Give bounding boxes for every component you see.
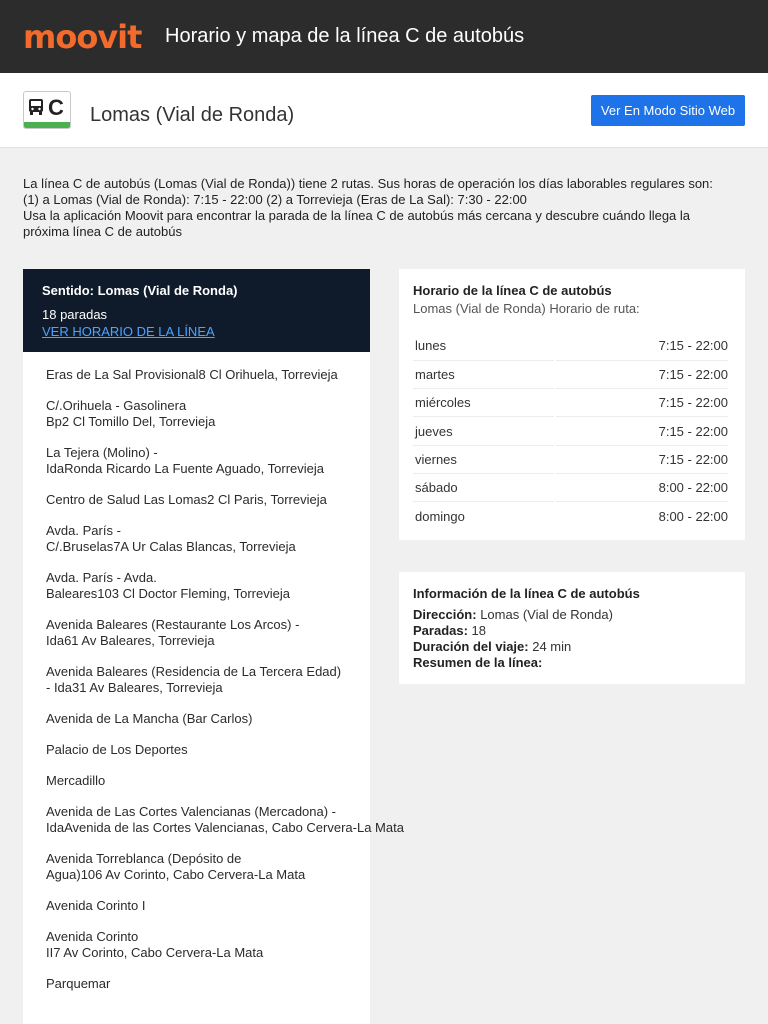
stop-item[interactable]: Avenida Torreblanca (Depósito de Agua)106 Av Corinto, Cabo Cervera-La Mata: [46, 851, 306, 882]
stop-item[interactable]: C/.Orihuela - Gasolinera Bp2 Cl Tomillo Del, Torrevieja: [46, 398, 216, 429]
schedule-day: miércoles: [413, 389, 554, 417]
schedule-row: [413, 332, 728, 360]
view-schedule-link[interactable]: VER HORARIO DE LA LÍNEA: [42, 324, 215, 339]
schedule-row: [413, 502, 728, 530]
intro-line: Usa la aplicación Moovit para encontrar la parada de la línea C de autobús más cercana y descubre cuándo llega la: [23, 208, 691, 223]
line-name: Lomas (Vial de Ronda): [90, 104, 295, 126]
stop-item[interactable]: Eras de La Sal Provisional8 Cl Orihuela, Torrevieja: [46, 367, 338, 382]
schedule-row: [413, 445, 728, 473]
bus-icon: [28, 98, 44, 116]
schedule-day: viernes: [413, 445, 554, 473]
stop-item[interactable]: Avenida Baleares (Residencia de La Tercera Edad) - Ida31 Av Baleares, Torrevieja: [46, 664, 342, 695]
route-direction: Sentido: Lomas (Vial de Ronda): [42, 283, 238, 298]
schedule-day: lunes: [413, 332, 554, 360]
stops-count: 18 paradas: [42, 307, 108, 322]
info-duration: Duración del viaje: 24 min: [413, 639, 572, 654]
schedule-time: 8:00 - 22:00: [556, 473, 728, 501]
stop-item[interactable]: Avda. París - Avda. Baleares103 Cl Doctor Fleming, Torrevieja: [46, 570, 290, 601]
schedule-time: 7:15 - 22:00: [556, 417, 728, 445]
top-header: [0, 0, 768, 73]
schedule-row: [413, 389, 728, 417]
schedule-title: Horario de la línea C de autobús: [413, 283, 612, 298]
schedule-table: [413, 332, 728, 530]
stop-item[interactable]: Parquemar: [46, 976, 111, 991]
line-badge: [23, 91, 71, 129]
info-title: Información de la línea C de autobús: [413, 586, 640, 601]
intro-text: [23, 176, 743, 240]
stop-list: [23, 352, 404, 992]
schedule-time: 7:15 - 22:00: [556, 360, 728, 388]
page-title: Horario y mapa de la línea C de autobús: [165, 25, 525, 47]
schedule-row: [413, 473, 728, 501]
info-direction: Dirección: Lomas (Vial de Ronda): [413, 607, 613, 622]
stop-item[interactable]: Centro de Salud Las Lomas2 Cl Paris, Torrevieja: [46, 492, 327, 507]
schedule-time: 7:15 - 22:00: [556, 445, 728, 473]
schedule-day: martes: [413, 360, 554, 388]
moovit-logo[interactable]: moovit: [23, 18, 142, 56]
info-stops: Paradas: 18: [413, 623, 487, 638]
website-mode-button[interactable]: Ver En Modo Sitio Web: [591, 95, 745, 126]
schedule-day: sábado: [413, 473, 554, 501]
stop-item[interactable]: Avenida Baleares (Restaurante Los Arcos) - Ida61 Av Baleares, Torrevieja: [46, 617, 300, 648]
intro-line: (1) a Lomas (Vial de Ronda): 7:15 - 22:00 (2) a Torrevieja (Eras de La Sal): 7:30 - 22:00: [23, 192, 527, 207]
schedule-day: domingo: [415, 508, 465, 524]
line-color-bar: [24, 122, 70, 128]
stop-item[interactable]: Avenida Corinto I: [46, 898, 146, 913]
route-panel: [23, 269, 404, 1024]
schedule-time: 7:15 - 22:00: [556, 389, 728, 417]
schedule-time: 8:00 - 22:00: [658, 508, 728, 524]
schedule-day: jueves: [413, 417, 554, 445]
stop-item[interactable]: Avda. París - C/.Bruselas7A Ur Calas Blancas, Torrevieja: [46, 523, 296, 554]
info-card: [399, 572, 745, 684]
stop-item[interactable]: Avenida de La Mancha (Bar Carlos): [46, 711, 253, 726]
intro-line: La línea C de autobús (Lomas (Vial de Ronda)) tiene 2 rutas. Sus horas de operación los días laborables regulares son:: [23, 176, 713, 191]
stop-item[interactable]: Mercadillo: [46, 773, 106, 788]
stop-item[interactable]: La Tejera (Molino) - IdaRonda Ricardo La Fuente Aguado, Torrevieja: [46, 445, 325, 476]
stop-item[interactable]: Avenida de Las Cortes Valencianas (Mercadona) - IdaAvenida de las Cortes Valencianas, Cabo Cervera-La Mata: [46, 804, 404, 835]
schedule-card: [399, 269, 745, 540]
stop-item[interactable]: Palacio de Los Deportes: [46, 742, 188, 757]
line-letter: C: [48, 95, 64, 120]
stop-item[interactable]: Avenida Corinto II7 Av Corinto, Cabo Cervera-La Mata: [46, 929, 264, 960]
schedule-row: [413, 417, 728, 445]
schedule-subtitle: Lomas (Vial de Ronda) Horario de ruta:: [413, 301, 640, 316]
route-header: [23, 269, 370, 352]
intro-line: próxima línea C de autobús: [23, 224, 182, 239]
schedule-time: 7:15 - 22:00: [556, 332, 728, 360]
info-summary: Resumen de la línea:: [413, 655, 543, 670]
schedule-row: [413, 360, 728, 388]
